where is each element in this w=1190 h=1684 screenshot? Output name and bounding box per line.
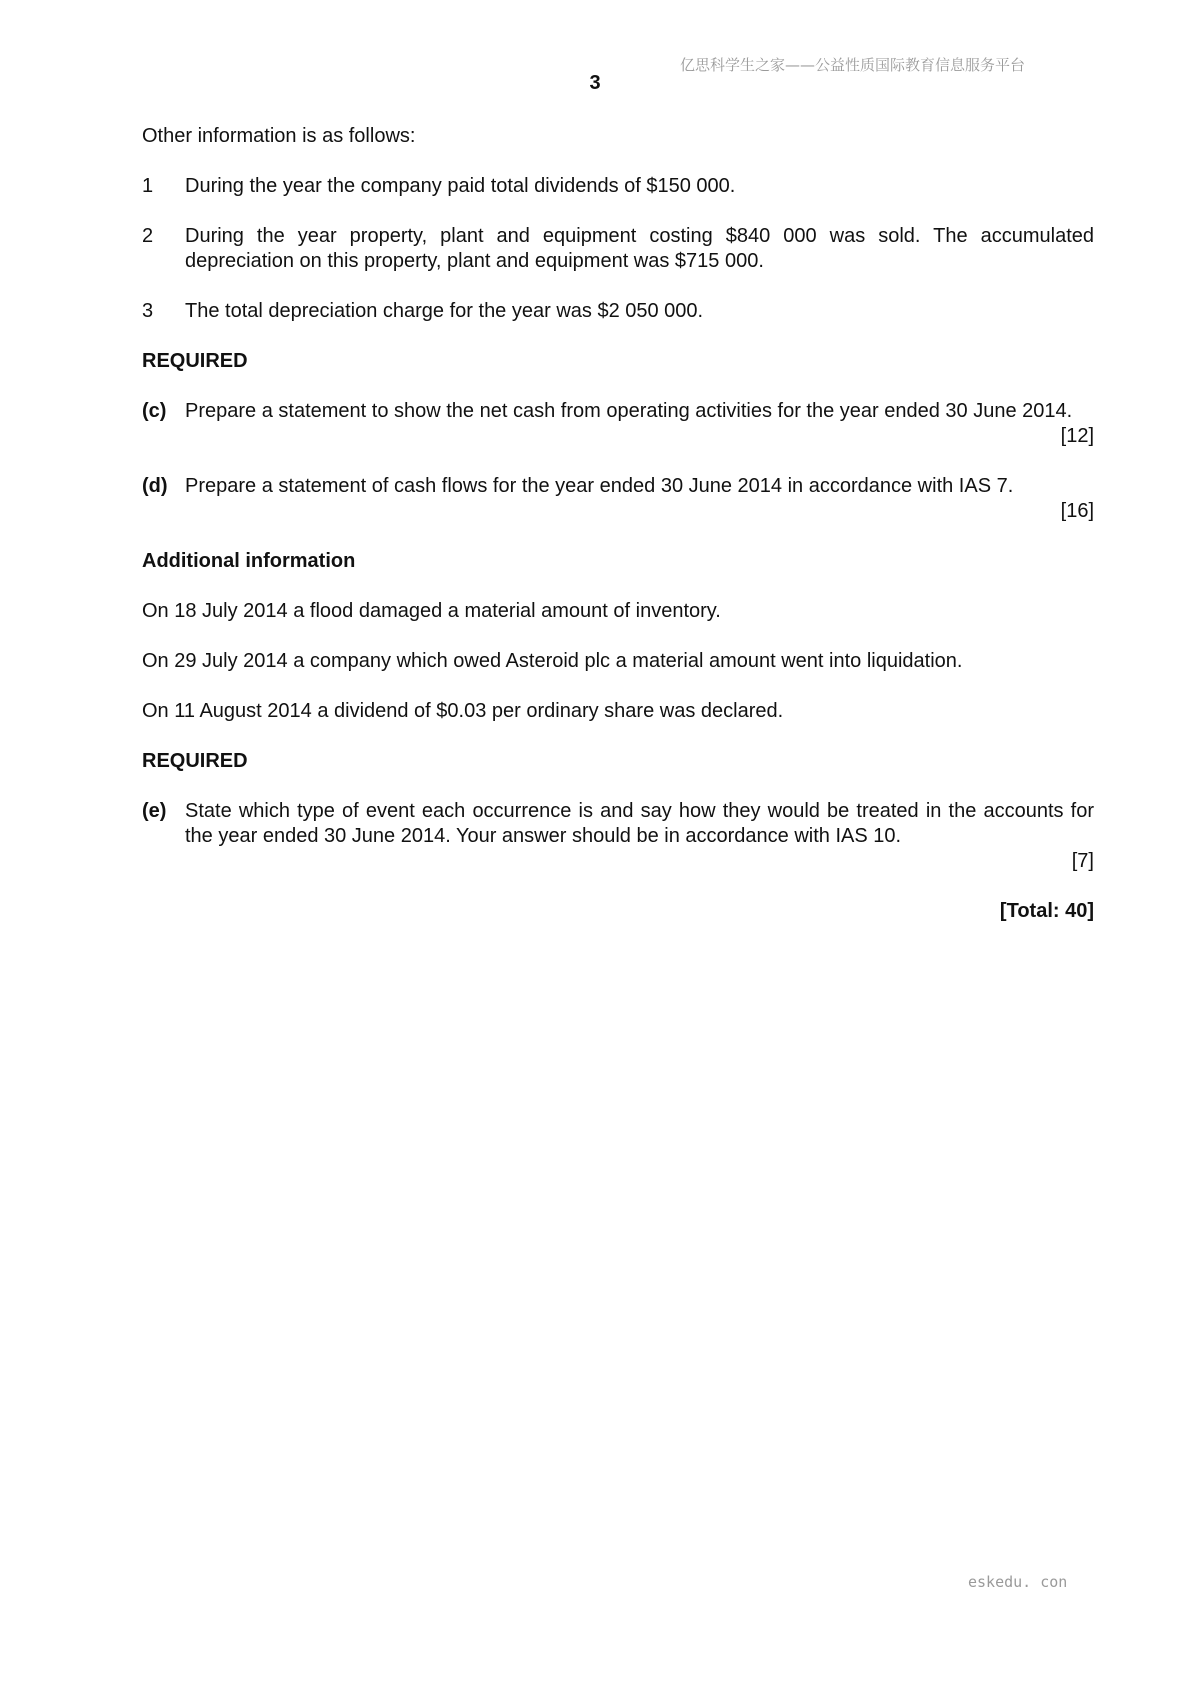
total-marks: [Total: 40]	[999, 900, 1094, 922]
part-text-wrap	[185, 474, 1094, 524]
additional-text: On 18 July 2014 a flood damaged a material amount of inventory.	[142, 600, 721, 622]
watermark-header: 亿思科学生之家——公益性质国际教育信息服务平台	[680, 56, 1026, 74]
item-number: 2	[142, 225, 154, 247]
question-part-c	[142, 399, 1094, 449]
part-label: (c)	[142, 400, 167, 422]
item-number: 1	[142, 175, 154, 197]
info-item	[142, 224, 1094, 274]
part-label: (e)	[142, 800, 167, 822]
intro-text: Other information is as follows:	[142, 125, 416, 147]
part-text: Prepare a statement of cash flows for the year ended 30 June 2014 in accordance with IAS 7.	[185, 475, 1014, 497]
item-text: During the year property, plant and equipment costing $840 000 was sold. The accumulated depreciation on this property, plant and equipment was $715 000.	[185, 225, 1094, 272]
info-item	[142, 174, 1094, 199]
part-marks: [16]	[1060, 500, 1094, 522]
question-content	[142, 124, 1094, 924]
question-part-e	[142, 799, 1094, 874]
additional-heading: Additional information	[142, 550, 356, 572]
part-text-wrap	[185, 399, 1094, 449]
info-item	[142, 299, 1094, 324]
part-marks: [12]	[1060, 425, 1094, 447]
additional-text: On 11 August 2014 a dividend of $0.03 per ordinary share was declared.	[142, 700, 784, 722]
watermark-footer: eskedu. con	[968, 1573, 1068, 1591]
part-text: Prepare a statement to show the net cash from operating activities for the year ended 30 June 2014.	[185, 400, 1073, 422]
item-text: The total depreciation charge for the year was $2 050 000.	[185, 300, 704, 322]
page-number: 3	[589, 72, 601, 94]
part-label: (d)	[142, 475, 168, 497]
question-part-d	[142, 474, 1094, 524]
item-text: During the year the company paid total dividends of $150 000.	[185, 175, 736, 197]
required-heading: REQUIRED	[142, 750, 248, 772]
required-heading: REQUIRED	[142, 350, 248, 372]
additional-text: On 29 July 2014 a company which owed Asteroid plc a material amount went into liquidation.	[142, 650, 963, 672]
part-text: State which type of event each occurrence is and say how they would be treated in the accounts for the year ended 30 June 2014. Your answer should be in accordance with IAS 10.	[185, 800, 1094, 847]
part-marks: [7]	[1071, 850, 1094, 872]
part-text-wrap	[185, 799, 1094, 874]
item-number: 3	[142, 300, 154, 322]
